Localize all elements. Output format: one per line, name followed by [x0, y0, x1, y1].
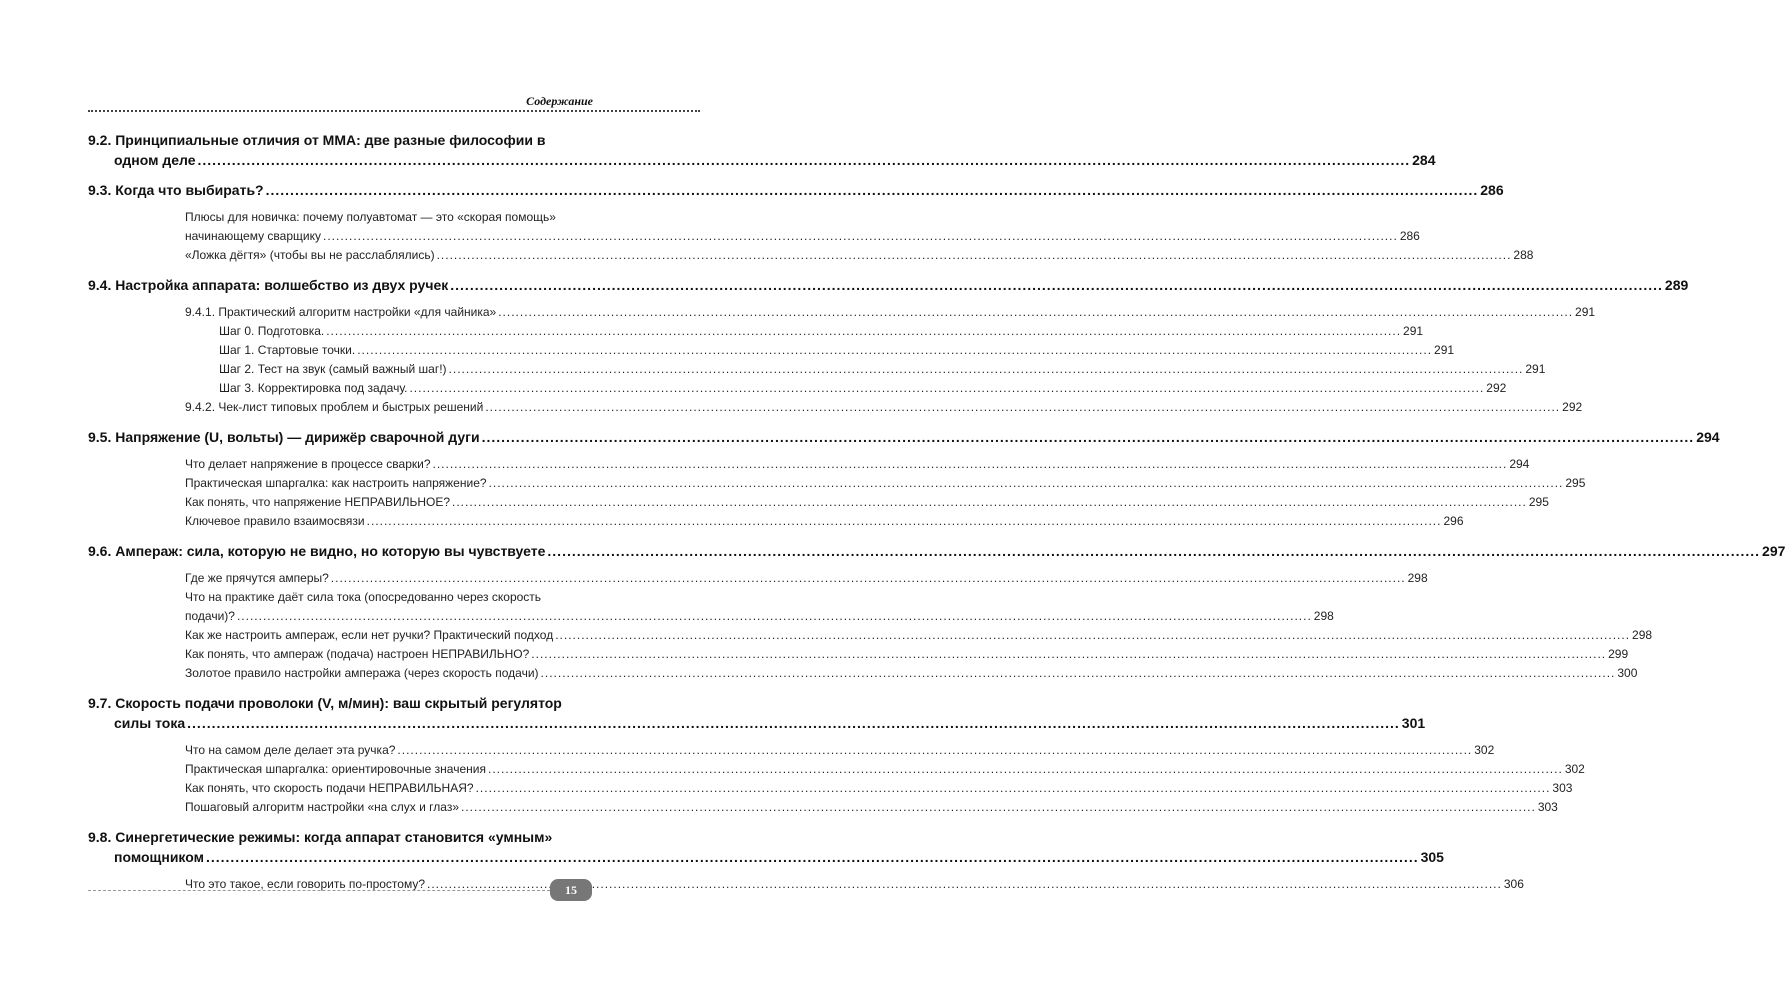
toc-entry[interactable] — [185, 741, 1495, 760]
toc-section — [88, 541, 1785, 683]
toc-section — [88, 275, 1689, 417]
entry-title-line: Пошаговый алгоритм настройки «на слух и глаз» — [185, 800, 459, 814]
leader-dots — [476, 779, 1551, 798]
page-ref: 286 — [1480, 182, 1504, 198]
toc-entry[interactable] — [185, 875, 1524, 894]
toc-entry[interactable] — [219, 360, 1546, 379]
entry-title-line: Что на практике даёт сила тока (опосредованно через скорость — [185, 590, 542, 604]
leader-dots — [198, 150, 1411, 170]
toc-entry[interactable] — [219, 341, 1455, 360]
toc-subitems — [88, 208, 1534, 265]
footer-divider — [88, 890, 550, 891]
leader-dots — [489, 474, 1564, 493]
toc-section-heading[interactable] — [88, 275, 1689, 295]
page-ref: 302 — [1564, 762, 1585, 776]
page-ref: 303 — [1537, 800, 1558, 814]
page-ref: 284 — [1412, 152, 1436, 168]
page-ref: 298 — [1632, 628, 1653, 642]
entry-title-line: 9.4.2. Чек-лист типовых проблем и быстрых решений — [185, 400, 484, 414]
leader-dots — [452, 493, 1527, 512]
toc-section — [88, 130, 1436, 170]
entry-title-line: Золотое правило настройки ампеража (через скорость подачи) — [185, 666, 539, 680]
entry-title-line: подачи)? — [185, 609, 235, 623]
header-divider — [88, 110, 700, 112]
leader-dots — [357, 341, 1432, 360]
section-title-line: одном деле — [114, 152, 196, 168]
entry-title-line: Шаг 0. Подготовка. — [219, 324, 325, 338]
page-ref: 291 — [1403, 324, 1424, 338]
page-ref: 289 — [1664, 277, 1689, 293]
toc-subitems — [88, 741, 1585, 817]
page-ref: 298 — [1313, 609, 1334, 623]
page-ref: 291 — [1525, 362, 1546, 376]
section-title-line: помощником — [114, 849, 204, 865]
table-of-contents — [88, 130, 1785, 894]
entry-title-line: Как понять, что ампераж (подача) настроен НЕПРАВИЛЬНО? — [185, 647, 530, 661]
entry-title-line: Что делает напряжение в процессе сварки? — [185, 457, 431, 471]
toc-section — [88, 180, 1534, 265]
leader-dots — [323, 227, 1398, 246]
leader-dots — [531, 645, 1606, 664]
toc-entry[interactable] — [185, 474, 1586, 493]
entry-title-line: Где же прячутся амперы? — [185, 571, 329, 585]
toc-entry[interactable] — [185, 626, 1653, 645]
section-title-line: силы тока — [114, 715, 186, 731]
page-ref: 302 — [1474, 743, 1495, 757]
entry-title-line: Плюсы для новичка: почему полуавтомат — это «скорая помощь» — [185, 210, 556, 224]
leader-dots — [488, 760, 1563, 779]
toc-entry[interactable] — [185, 569, 1428, 588]
page-ref: 291 — [1434, 343, 1455, 357]
section-title-line: 9.4. Настройка аппарата: волшебство из двух ручек — [88, 277, 449, 293]
leader-dots — [547, 541, 1760, 561]
leader-dots — [433, 455, 1508, 474]
page-ref: 306 — [1503, 877, 1524, 891]
entry-title-line: Ключевое правило взаимосвязи — [185, 514, 365, 528]
toc-entry[interactable] — [185, 760, 1585, 779]
toc-section-heading[interactable] — [88, 541, 1785, 561]
section-title-line: 9.6. Ампераж: сила, которую не видно, но которую вы чувствуете — [88, 543, 546, 559]
leader-dots — [437, 246, 1512, 265]
page-ref: 297 — [1762, 543, 1785, 559]
toc-section-heading[interactable] — [88, 827, 1444, 867]
entry-title-line: Как понять, что скорость подачи НЕПРАВИЛЬНАЯ? — [185, 781, 474, 795]
toc-subitems — [88, 455, 1586, 531]
page-ref: 292 — [1486, 381, 1507, 395]
page-ref: 292 — [1562, 400, 1583, 414]
toc-entry[interactable] — [185, 493, 1549, 512]
toc-entry[interactable] — [185, 303, 1596, 322]
page-ref: 286 — [1399, 229, 1420, 243]
toc-entry[interactable] — [185, 645, 1629, 664]
entry-title-line: Как же настроить ампераж, если нет ручки? Практический подход — [185, 628, 554, 642]
toc-section-heading[interactable] — [88, 427, 1720, 447]
toc-entry[interactable] — [185, 664, 1638, 683]
entry-title-line: Шаг 2. Тест на звук (самый важный шаг!) — [219, 362, 447, 376]
toc-entry[interactable] — [185, 779, 1573, 798]
toc-section — [88, 693, 1585, 817]
page-ref: 305 — [1420, 849, 1444, 865]
page-ref: 295 — [1565, 476, 1586, 490]
leader-dots — [326, 322, 1401, 341]
page-ref: 294 — [1696, 429, 1720, 445]
page-ref: 299 — [1608, 647, 1629, 661]
page-ref: 295 — [1528, 495, 1549, 509]
page-ref: 301 — [1401, 715, 1426, 731]
toc-subitems — [88, 569, 1653, 683]
leader-dots — [541, 664, 1616, 683]
entry-title-line: Шаг 1. Стартовые точки. — [219, 343, 356, 357]
entry-title-line: начинающему сварщику — [185, 229, 321, 243]
entry-title-line: «Ложка дёгтя» (чтобы вы не расслаблялись) — [185, 248, 435, 262]
toc-entry[interactable] — [219, 322, 1424, 341]
toc-entry[interactable] — [185, 512, 1464, 531]
entry-title-line: Практическая шпаргалка: ориентировочные значения — [185, 762, 486, 776]
entry-title-line: Что это такое, если говорить по-простому? — [185, 877, 426, 891]
toc-section — [88, 827, 1524, 894]
page-ref: 296 — [1443, 514, 1464, 528]
section-title-line: 9.3. Когда что выбирать? — [88, 182, 264, 198]
section-title-line: 9.8. Синергетические режимы: когда аппарат становится «умным» — [88, 829, 553, 845]
entry-title-line: 9.4.1. Практический алгоритм настройки «для чайника» — [185, 305, 497, 319]
leader-dots — [482, 427, 1695, 447]
toc-subitems — [88, 875, 1524, 894]
entry-title-line: Как понять, что напряжение НЕПРАВИЛЬНОЕ? — [185, 495, 451, 509]
page-ref: 291 — [1575, 305, 1596, 319]
toc-entry[interactable] — [185, 246, 1534, 265]
toc-section-heading[interactable] — [88, 180, 1504, 200]
entry-title-line: Практическая шпаргалка: как настроить напряжение? — [185, 476, 487, 490]
section-title-line: 9.2. Принципиальные отличия от ММА: две разные философии в — [88, 132, 546, 148]
toc-entry[interactable] — [185, 455, 1530, 474]
leader-dots — [498, 303, 1573, 322]
leader-dots — [237, 607, 1312, 626]
leader-dots — [450, 275, 1663, 295]
toc-entry[interactable] — [185, 398, 1583, 417]
running-header: Содержание — [526, 94, 593, 108]
toc-section — [88, 427, 1720, 531]
leader-dots — [461, 798, 1536, 817]
leader-dots — [206, 847, 1419, 867]
leader-dots — [187, 713, 1400, 733]
leader-dots — [331, 569, 1406, 588]
toc-entry[interactable] — [219, 379, 1507, 398]
page-ref: 300 — [1617, 666, 1638, 680]
leader-dots — [266, 180, 1479, 200]
page-ref: 288 — [1513, 248, 1534, 262]
page-ref: 303 — [1552, 781, 1573, 795]
toc-section-heading[interactable] — [88, 693, 1426, 733]
entry-title-line: Шаг 3. Корректировка под задачу. — [219, 381, 408, 395]
leader-dots — [485, 398, 1560, 417]
page-ref: 298 — [1407, 571, 1428, 585]
toc-entry[interactable] — [185, 208, 1420, 246]
toc-subitems — [88, 303, 1596, 417]
entry-title-line: Что на самом деле делает эта ручка? — [185, 743, 396, 757]
leader-dots — [409, 379, 1484, 398]
section-title-line: 9.7. Скорость подачи проволоки (V, м/мин): ваш скрытый регулятор — [88, 695, 562, 711]
page-number-badge: 15 — [550, 879, 592, 901]
toc-entry[interactable] — [185, 588, 1334, 626]
leader-dots — [449, 360, 1524, 379]
page-ref: 294 — [1509, 457, 1530, 471]
leader-dots — [555, 626, 1630, 645]
leader-dots — [367, 512, 1442, 531]
section-title-line: 9.5. Напряжение (U, вольты) — дирижёр сварочной дуги — [88, 429, 480, 445]
leader-dots — [397, 741, 1472, 760]
toc-section-heading[interactable] — [88, 130, 1436, 170]
toc-entry[interactable] — [185, 798, 1558, 817]
